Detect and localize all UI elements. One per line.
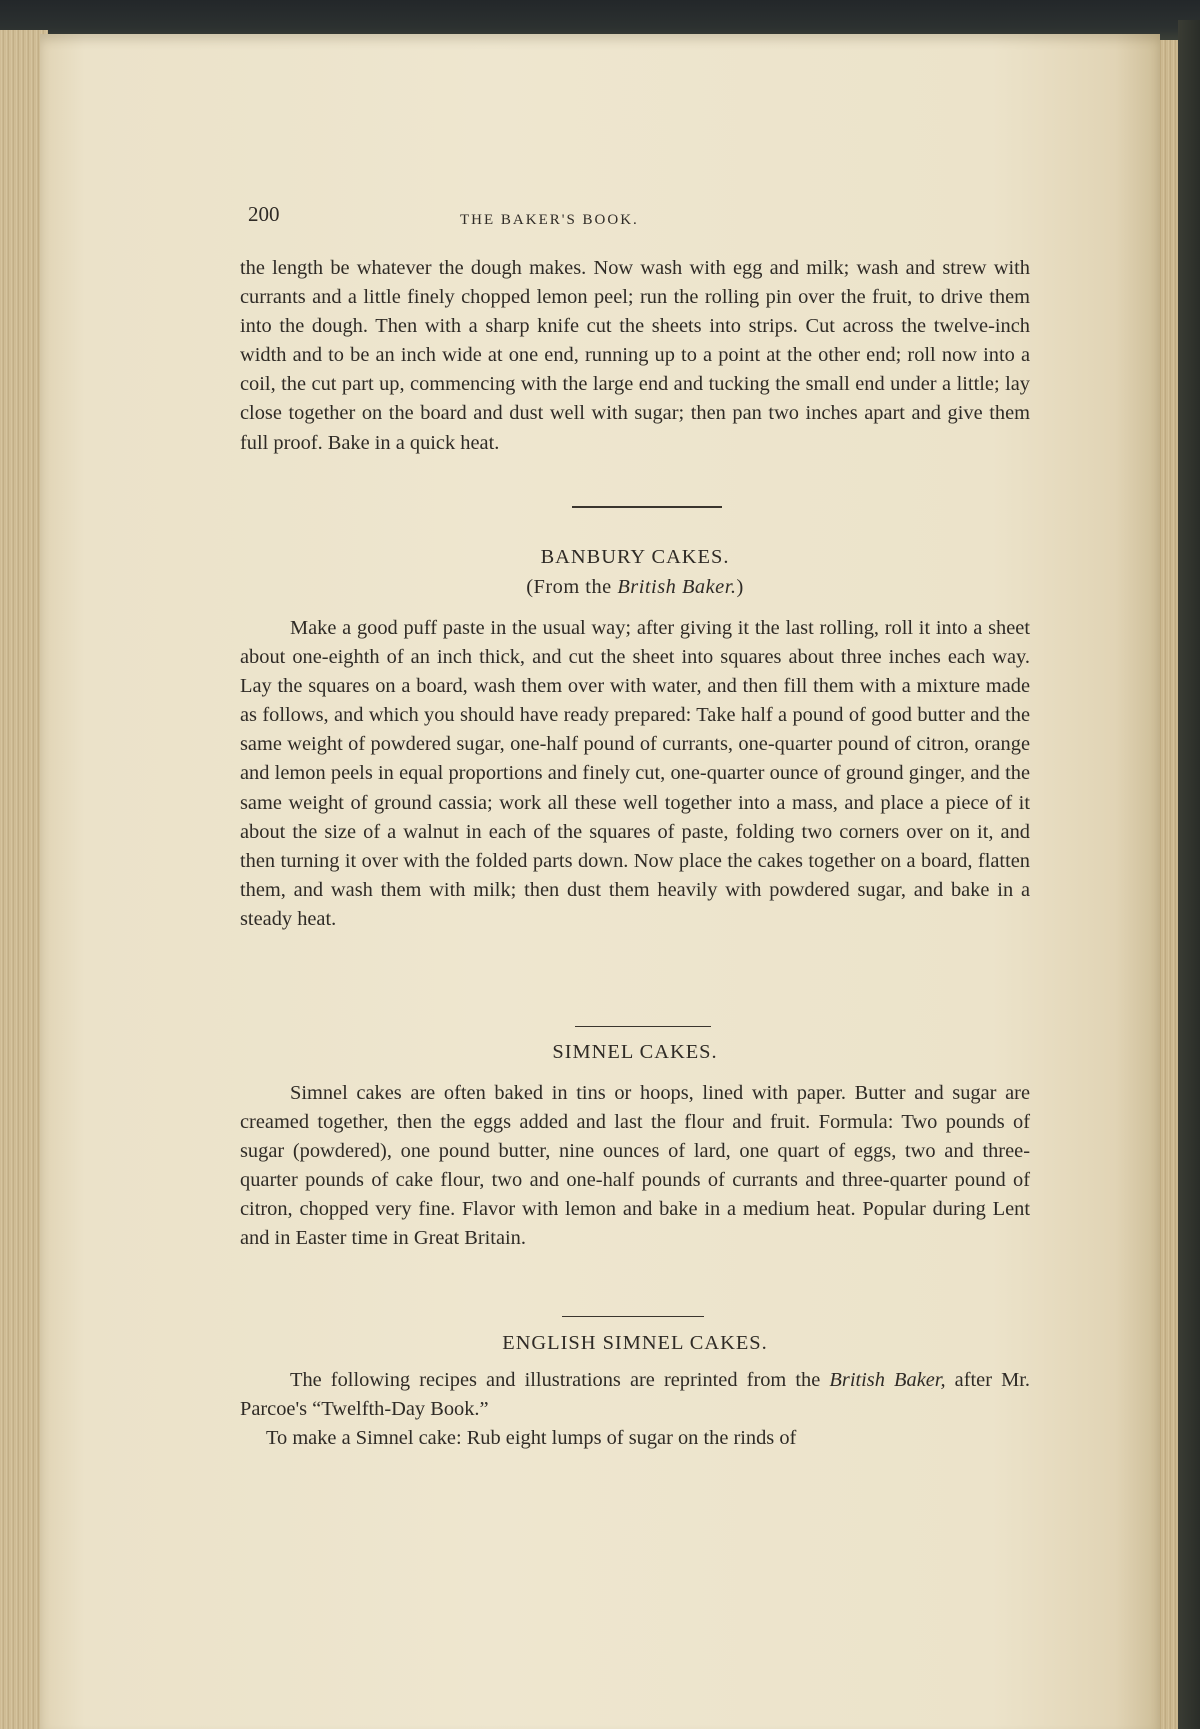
intro-paragraph-block [240,254,1030,458]
page-number: 200 [248,202,280,226]
simnel-paragraph: Simnel cakes are often baked in tins or hoops, lined with paper. Butter and sugar are creamed together, then the eggs added and last the flour and fruit. Formula: Two pounds of sugar (powdered), one pound butter, nine ounces of lard, one quart of eggs, two and three-quarter pounds of cake flour, two and one-half pounds of currants and three-quarter pound of citron, chopped very fine. Flavor with lemon and bake in a medium heat. Popular during Lent and in Easter time in Great Britain. [240,1082,1030,1250]
banbury-paragraph: Make a good puff paste in the usual way; after giving it the last rolling, roll it into a sheet about one-eighth of an inch thick, and cut the sheet into squares about three inches each way. Lay the squares on a board, wash them over with water, and then fill them with a mixture made as follows, and which you should have ready prepared: Take half a pound of good butter and the same weight of powdered sugar, one-half pound of currants, one-quarter pound of citron, orange and lemon peels in equal proportions and finely cut, one-quarter ounce of ground ginger, and the same weight of ground cassia; work all these well together into a mass, and place a piece of it about the size of a walnut in each of the squares of paste, folding two corners over on it, and then turning it over with the folded parts down. Now place the cakes together on a board, flatten them, and wash them with milk; then dust them heavily with powdered sugar, and bake in a steady heat. [240,617,1030,930]
banbury-title: BANBURY CAKES. [540,546,730,568]
simnel-title: SIMNEL CAKES. [552,1041,718,1063]
page-header [240,198,1040,238]
simnel-paragraph-block [240,1079,1030,1254]
english-simnel-intro-end: after Mr. Parcoe's “Twelfth-Day Book.” [240,1369,1031,1421]
banbury-source-suffix: ) [736,576,744,598]
running-head: THE BAKER'S BOOK. [460,212,639,228]
english-simnel-title: ENGLISH SIMNEL CAKES. [502,1332,768,1354]
section-rule [575,1026,711,1027]
book-cover-edge [1178,20,1200,1729]
english-simnel-publication: British Baker, [829,1369,946,1391]
english-simnel-paragraph-1 [240,1366,1030,1424]
banbury-source [240,576,1030,599]
section-rule [562,1316,704,1317]
english-simnel-paragraph-2: To make a Simnel cake: Rub eight lumps of sugar on the rinds of [266,1427,797,1450]
banbury-source-publication: British Baker. [617,576,737,598]
english-simnel-intro-start: The following recipes and illustrations are reprinted from the [290,1369,830,1391]
banbury-source-prefix: (From the [526,576,618,598]
section-rule [572,506,722,508]
english-simnel-paragraph-block [240,1366,1030,1453]
intro-paragraph: the length be whatever the dough makes. Now wash with egg and milk; wash and strew with currants and a little finely chopped lemon peel; run the rolling pin over the fruit, to drive them into the dough. Then with a sharp knife cut the sheets into strips. Cut across the twelve-inch width and to be an inch wide at one end, running up to a point at the other end; roll now into a coil, the cut part up, commencing with the large end and tucking the small end under a little; lay close together on the board and dust well with sugar; then pan two inches apart and give them full proof. Bake in a quick heat. [240,257,1030,454]
banbury-paragraph-block [240,614,1030,934]
